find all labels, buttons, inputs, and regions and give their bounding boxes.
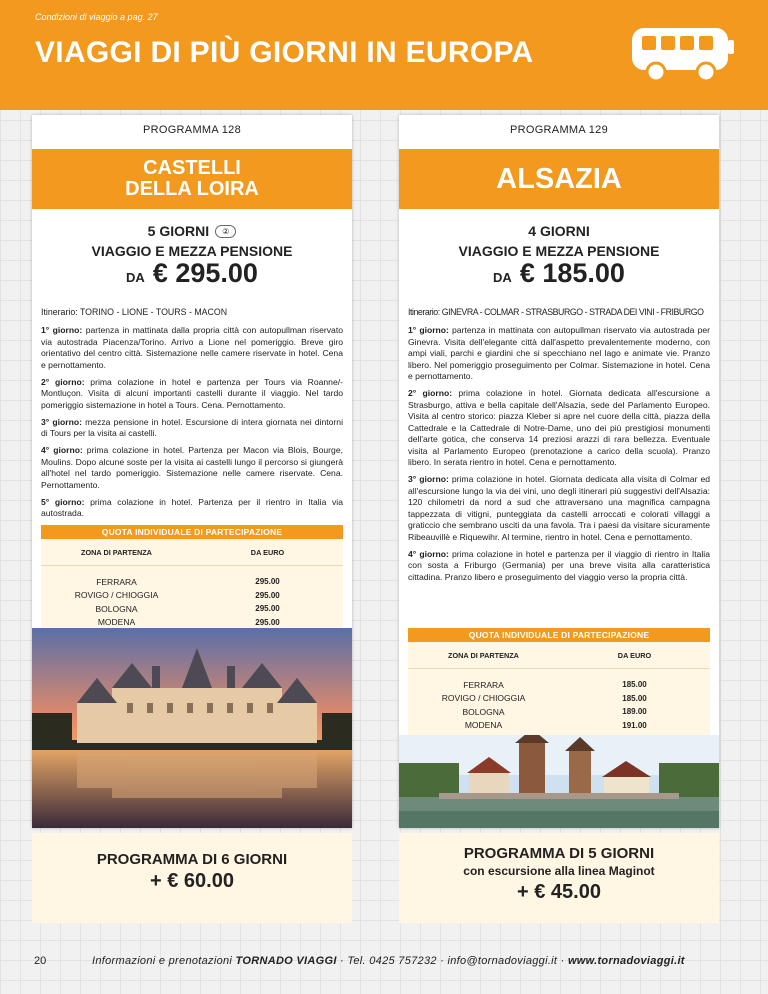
board-label: VIAGGIO E MEZZA PENSIONE <box>91 243 293 260</box>
duration <box>399 221 719 262</box>
day-label: 1° giorno: <box>408 325 449 335</box>
contact-details: · Tel. 0425 757232 · info@tornadoviaggi.it · <box>336 955 568 967</box>
day-paragraph <box>41 325 343 371</box>
price-table-title: QUOTA INDIVIDUALE DI PARTECIPAZIONE <box>41 525 343 539</box>
extra-subtitle: con escursione alla linea Maginot <box>463 864 655 878</box>
day-paragraph <box>41 497 343 520</box>
day-paragraph <box>408 388 710 469</box>
extra-price: + € 60.00 <box>150 870 234 892</box>
day-label: 2° giorno: <box>41 376 85 387</box>
col-price: DA EURO <box>617 650 652 660</box>
col-zone: ZONA DI PARTENZA <box>448 650 519 660</box>
page-title: VIAGGI DI PIÙ GIORNI IN EUROPA <box>35 36 534 69</box>
extra-title: PROGRAMMA DI 6 GIORNI <box>96 851 288 868</box>
price-table-body <box>408 669 710 735</box>
day-text: partenza in mattinata con autopullman riservato via autostrada per Ginevra. Visita dell'elegante città dall'aspetto prevalentemente moderno, con ampi viali, parchi e giardini che si specchiano nel lago e animate vie. Pranzo libero. Nel pomeriggio proseguimento per Colmar. Sistemazione in hotel. Cena e pernottamento. <box>408 325 710 382</box>
extra-program-left <box>32 833 352 923</box>
day-label: 3° giorno: <box>408 474 449 485</box>
day-label: 4° giorno: <box>408 548 449 559</box>
price-table-title: QUOTA INDIVIDUALE DI PARTECIPAZIONE <box>408 628 710 642</box>
day-text: partenza in mattinata dalla propria città con autopullman riservato via autostrada Piacenza/Torino. Arrivo a Lione nel pomeriggio. Breve giro orientativo del centro città. Sistemazione nelle camere riservate in hotel. Cena e pernottamento. <box>41 325 343 370</box>
price-cell: 295.00 <box>255 590 280 600</box>
program-card-loira <box>32 115 352 828</box>
board-label: VIAGGIO E MEZZA PENSIONE <box>458 243 660 260</box>
days-label: 5 GIORNI <box>147 223 210 239</box>
extra-price: + € 45.00 <box>517 881 601 903</box>
zone-cell: ROVIGO / CHIOGGIA <box>74 590 159 601</box>
itinerary: Itinerario: GINEVRA - COLMAR - STRASBURGO - STRADA DEI VINI - FRIBURGO <box>408 307 704 317</box>
table-row <box>408 678 710 692</box>
col-zone: ZONA DI PARTENZA <box>81 547 152 557</box>
day-label: 3° giorno: <box>41 416 82 427</box>
table-row <box>41 575 343 589</box>
price-value: € 295.00 <box>152 258 258 288</box>
day-descriptions <box>408 325 710 589</box>
table-row <box>41 602 343 616</box>
footer <box>0 945 768 985</box>
bus-icon <box>628 24 740 91</box>
day-text: prima colazione in hotel e partenza per il viaggio di rientro in Italia con sosta a Friburgo (Germania) per una breve visita alla caratteristica cittadina. Pranzo libero e proseguimento del viaggio verso la propria città. <box>408 548 710 582</box>
extra-title: PROGRAMMA DI 5 GIORNI <box>463 845 655 862</box>
photo-strasbourg <box>399 735 719 828</box>
program-number: PROGRAMMA 129 <box>509 124 609 136</box>
day-text: mezza pensione in hotel. Escursione di intera giornata nei dintorni di Tours per la visita ai castelli. <box>41 416 343 439</box>
day-label: 1° giorno: <box>41 325 83 335</box>
brand-name: TORNADO VIAGGI <box>235 955 337 967</box>
day-label: 5° giorno: <box>41 496 85 507</box>
day-label: 2° giorno: <box>408 388 453 399</box>
extra-program-right <box>399 833 719 923</box>
days-badge: ② <box>215 225 236 238</box>
price-cell: 185.00 <box>622 693 647 703</box>
price-cell: 295.00 <box>255 617 280 627</box>
program-title: CASTELLI DELLA LOIRA <box>32 149 352 209</box>
price-table-header <box>41 539 343 566</box>
table-row <box>408 719 710 733</box>
zone-cell: FERRARA <box>96 576 137 587</box>
day-paragraph <box>41 417 343 440</box>
zone-cell: FERRARA <box>463 679 504 690</box>
days-label: 4 GIORNI <box>528 223 590 239</box>
zone-cell: ROVIGO / CHIOGGIA <box>441 693 526 704</box>
price-cell: 185.00 <box>622 680 647 690</box>
table-row <box>41 589 343 603</box>
info-prefix: Informazioni e prenotazioni <box>92 955 236 967</box>
price-prefix: DA <box>126 270 145 285</box>
conditions-note: Condizioni di viaggio a pag. 27 <box>35 12 158 22</box>
price-table-header <box>408 642 710 669</box>
table-row <box>408 705 710 719</box>
day-descriptions <box>41 325 343 525</box>
duration <box>32 221 352 262</box>
price-table-body <box>41 566 343 632</box>
table-row <box>408 692 710 706</box>
day-paragraph <box>408 549 710 584</box>
price-cell: 189.00 <box>622 707 647 717</box>
day-paragraph <box>41 377 343 412</box>
day-paragraph <box>408 325 710 383</box>
day-text: prima colazione in hotel. Giornata dedicata all'escursione a Strasburgo, attiva e bella capitale dell'Alsazia, sede del Parlamento Europeo. Visita al centro storico: piazza Kleber si apre nel cuore della città, piazza della Cattedrale e la Cattedrale di Notre-Dame, uno dei più prestigiosi monumenti dell'arte gotica, che conserva 14 preziosi arazzi di rara bellezza. Eventuale visita al Parlamento Europeo (prenotazione a carico della scuola). Pranzo libero. In serata rientro in hotel. Cena e pernottamento. <box>408 388 710 468</box>
price-cell: 191.00 <box>622 720 647 730</box>
zone-cell: MODENA <box>97 617 136 628</box>
table-row <box>41 616 343 630</box>
website-link[interactable]: www.tornadoviaggi.it <box>567 955 685 967</box>
page-number: 20 <box>34 955 47 967</box>
day-paragraph <box>41 445 343 491</box>
col-price: DA EURO <box>250 547 285 557</box>
day-label: 4° giorno: <box>41 445 83 456</box>
contact-info <box>92 955 685 967</box>
day-text: prima colazione in hotel. Partenza per il rientro in Italia via autostrada. <box>41 496 343 519</box>
price-table <box>408 628 710 735</box>
price-cell: 295.00 <box>255 577 280 587</box>
photo-chateau-chambord <box>32 628 352 828</box>
program-title: ALSAZIA <box>399 149 719 209</box>
day-paragraph <box>408 474 710 543</box>
itinerary: Itinerario: TORINO - LIONE - TOURS - MACON <box>41 307 228 317</box>
zone-cell: BOLOGNA <box>462 706 505 717</box>
day-text: prima colazione in hotel. Giornata dedicata alla visita di Colmar ed all'escursione lungo la via dei vini, uno degli itinerari più suggestivi dell'Alsazia: 120 chilometri da nord a sud che attraversano una magnifica campagna tappezzata di vitigni, punteggiata da castelli arroccati e colorati villaggi a graticcio che sembrano usciti da una favola. Tra i paesi da visitare sicuramente Ribeauvillè e Riquewihr. Al termine, rientro in hotel. Cena e pernottamento. <box>408 474 711 542</box>
header-band <box>0 0 768 110</box>
price <box>32 258 352 289</box>
price <box>399 258 719 289</box>
price-prefix: DA <box>493 270 512 285</box>
zone-cell: BOLOGNA <box>95 603 138 614</box>
program-card-alsazia <box>399 115 719 828</box>
day-text: prima colazione in hotel. Partenza per Macon via Blois, Bourge, Moulins. Dopo alcune soste per la visita ai castelli lungo il percorso si giungerà all'hotel nel tardo pomeriggio. Sistemazione nelle camere riservate. Cena. Pernottamento. <box>41 445 343 490</box>
price-value: € 185.00 <box>519 258 625 288</box>
program-number: PROGRAMMA 128 <box>142 124 242 136</box>
day-text: prima colazione in hotel e partenza per Tours via Roanne/-Montluçon. Visita di alcuni importanti castelli durante il viaggio. Nel tardo pomeriggio sistemazione in hotel a Tours. Cena. Pernottamento. <box>41 376 343 410</box>
price-table <box>41 525 343 632</box>
price-cell: 295.00 <box>255 604 280 614</box>
zone-cell: MODENA <box>464 720 503 731</box>
